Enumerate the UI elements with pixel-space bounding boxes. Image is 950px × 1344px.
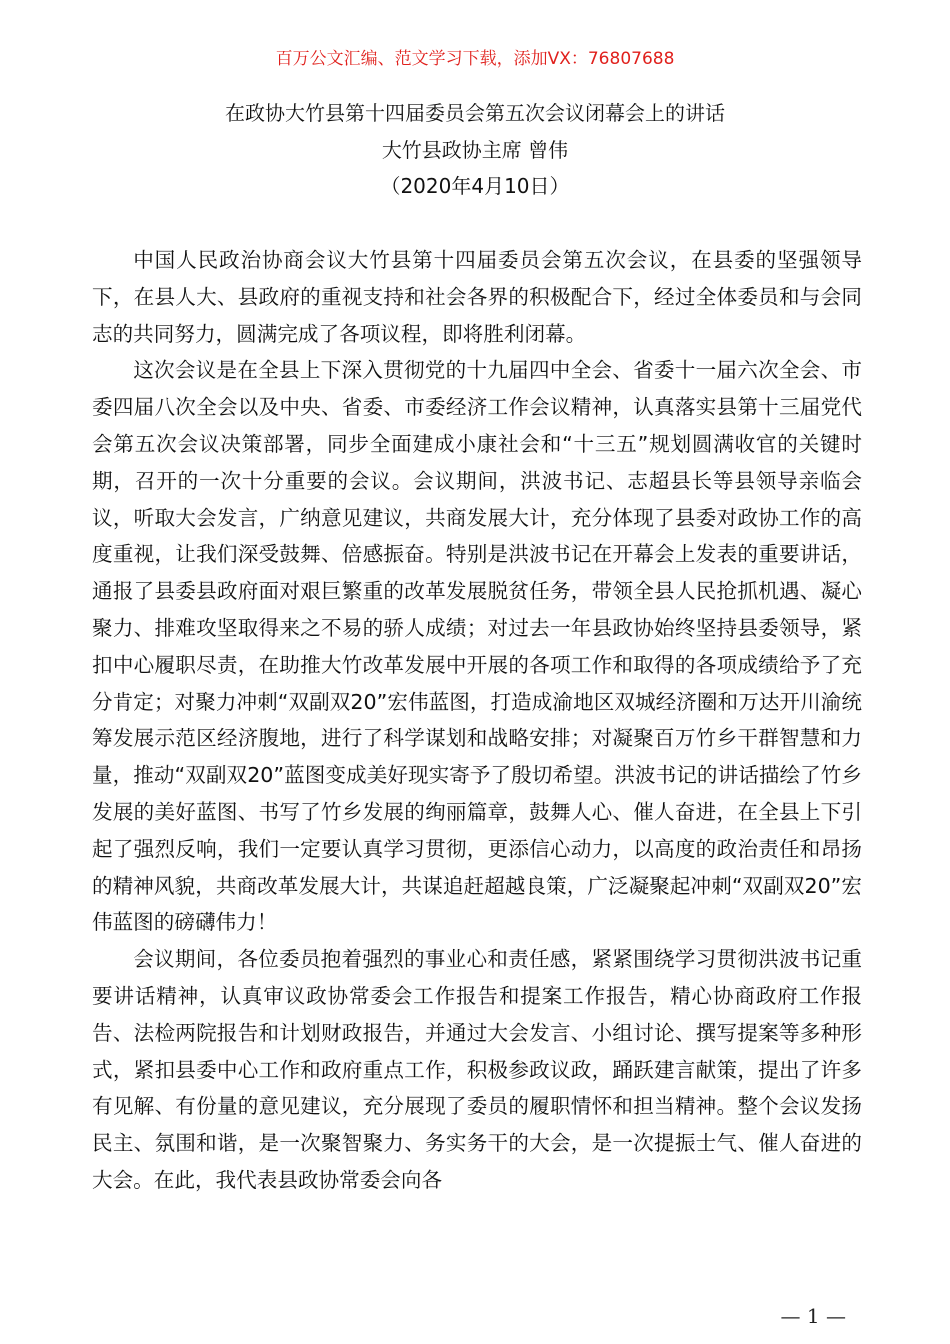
speaker-line: 大竹县政协主席 曾伟 <box>381 138 569 162</box>
body-paragraph: 会议期间，各位委员抱着强烈的事业心和责任感，紧紧围绕学习贯彻洪波书记重要讲话精神，认真审议政协常委会工作报告和提案工作报告，精心协商政府工作报告、法检两院报告和计划财政报告，并通过大会发言、小组讨论、撰写提案等多种形式，紧扣县委中心工作和政府重点工作，积极参政议政，踊跃建言献策，提出了许多有见解、有份量的意见建议，充分展现了委员的履职情怀和担当精神。整个会议发扬民主、氛围和谐，是一次聚智聚力、务实务干的大会，是一次提振士气、催人奋进的大会。在此，我代表县政协常委会向各 <box>92 947 862 1192</box>
body-paragraph: 中国人民政治协商会议大竹县第十四届委员会第五次会议，在县委的坚强领导下，在县人大、县政府的重视支持和社会各界的积极配合下，经过全体委员和与会同志的共同努力，圆满完成了各项议程，即将胜利闭幕。 <box>92 248 862 346</box>
speech-title: 在政协大竹县第十四届委员会第五次会议闭幕会上的讲话 <box>225 101 725 125</box>
body-paragraph: 这次会议是在全县上下深入贯彻党的十九届四中全会、省委十一届六次全会、市委四届八次全会以及中央、省委、市委经济工作会议精神，认真落实县第十三届党代会第五次会议决策部署，同步全面建成小康社会和“十三五”规划圆满收官的关键时期，召开的一次十分重要的会议。会议期间，洪波书记、志超县长等县领导亲临会议，听取大会发言，广纳意见建议，共商发展大计，充分体现了县委对政协工作的高度重视，让我们深受鼓舞、倍感振奋。特别是洪波书记在开幕会上发表的重要讲话，通报了县委县政府面对艰巨繁重的改革发展脱贫任务，带领全县人民抢抓机遇、凝心聚力、排难攻坚取得来之不易的骄人成绩；对过去一年县政协始终坚持县委领导，紧扣中心履职尽责，在助推大竹改革发展中开展的各项工作和取得的各项成绩给予了充分肯定；对聚力冲刺“双副双20”宏伟蓝图，打造成渝地区双城经济圈和万达开川渝统筹发展示范区经济腹地，进行了科学谋划和战略安排；对凝聚百万竹乡干群智慧和力量，推动“双副双20”蓝图变成美好现实寄予了殷切希望。洪波书记的讲话描绘了竹乡发展的美好蓝图、书写了竹乡发展的绚丽篇章，鼓舞人心、催人奋进，在全县上下引起了强烈反响，我们一定要认真学习贯彻，更添信心动力，以高度的政治责任和昂扬的精神风貌，共商改革发展大计，共谋追赶超越良策，广泛凝聚起冲刺“双副双20”宏伟蓝图的磅礴伟力！ <box>92 358 862 935</box>
speech-body <box>92 242 862 1199</box>
page-number: — 1 — <box>780 1304 846 1328</box>
speech-date: （2020年4月10日） <box>380 174 570 198</box>
watermark-banner: 百万公文汇编、范文学习下载，添加VX：76807688 <box>275 49 675 69</box>
